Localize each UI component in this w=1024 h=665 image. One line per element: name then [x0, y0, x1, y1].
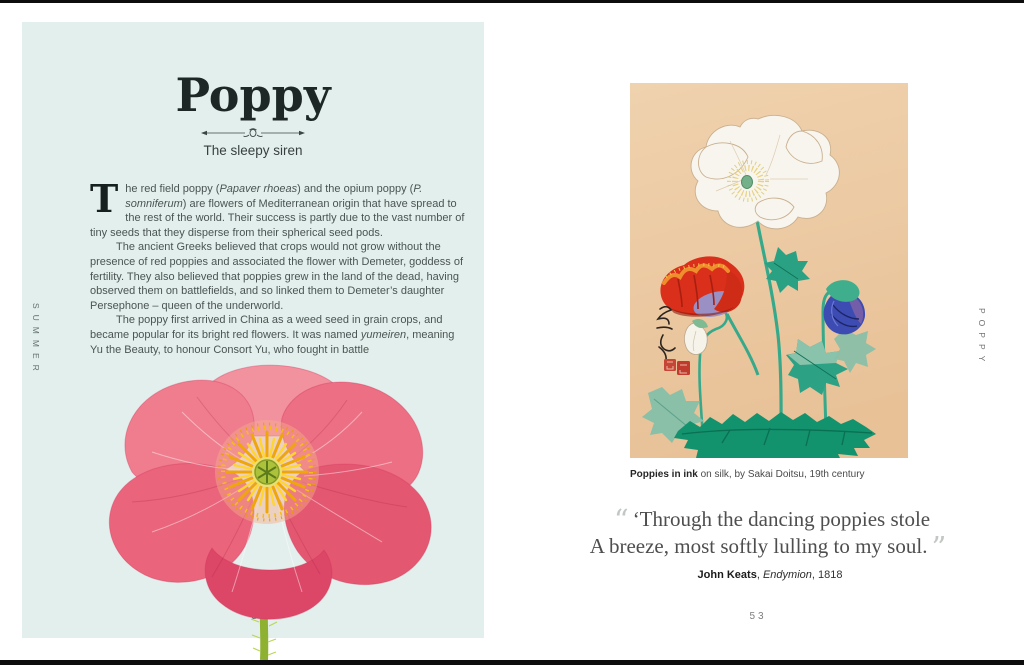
text-segment: ) are flowers of Mediterranean origin that have spread to the rest of the world. Their success is partly due to the vast number of tiny seeds that they disperse from their spherical seed pods. [90, 197, 465, 239]
body-text [90, 176, 470, 357]
page-title: Poppy [175, 68, 331, 122]
seed-pod-icon [244, 129, 263, 137]
text-segment: The poppy first arrived in China as a weed seed in grain crops, and became popular for its bright red flowers. It was named [90, 314, 443, 341]
quote-work: Endymion [762, 569, 812, 581]
body-paragraph-2: The ancient Greeks believed that crops would not grow without the presence of red poppies and associated the flower with Demeter, goddess of fertility. They also believed that poppies grew in the land of the dead, having observed them on battlefields, and so linked them to Demeter’s daughter Persephone – queen of the underworld. [90, 241, 464, 312]
pink-poppy-photo [92, 352, 442, 660]
quote-attribution: John Keats, Endymion, 1818 [697, 569, 843, 581]
page-subtitle: The sleepy siren [203, 143, 303, 158]
bottom-edge-rule [0, 660, 1024, 665]
chapter-margin-label: POPPY [977, 308, 987, 368]
chapter-header [22, 68, 484, 158]
quote-text: ‘Through the dancing poppies stole [632, 507, 931, 531]
page-number-right: 53 [749, 611, 767, 622]
caption-rest: on silk, by Sakai Doitsu, 19th century [697, 469, 865, 480]
text-segment: ) and the opium poppy ( [297, 183, 414, 195]
quote-line-2 [585, 530, 955, 564]
top-edge-rule [0, 0, 1024, 3]
poppies-ink-painting [630, 83, 908, 458]
season-margin-label: SUMMER [31, 303, 41, 377]
poppy-center [215, 420, 319, 524]
open-quote-icon: “ [613, 503, 629, 537]
foreign-word-italic: yumeiren [360, 328, 407, 341]
text-segment: he red field poppy ( [125, 183, 220, 195]
latin-name-italic: Papaver rhoeas [219, 183, 298, 195]
quote-line-1 [585, 503, 955, 537]
caption-title: Poppies in ink [630, 469, 698, 480]
body-paragraph-1 [90, 176, 470, 240]
quote-author: John Keats [697, 569, 757, 581]
text-segment: , meaning Yu the Beauty, to honour Consort Yu, who fought in battle [90, 328, 455, 356]
quote-block [585, 503, 955, 581]
body-paragraph-3 [90, 313, 470, 357]
latin-name-italic: P. somniferum [125, 183, 423, 210]
close-quote-icon: ” [931, 530, 947, 564]
divider-ornament [201, 125, 305, 139]
painting-caption [630, 469, 950, 480]
drop-cap: T [90, 176, 119, 221]
quote-text: A breeze, most softly lulling to my soul. [589, 534, 928, 558]
